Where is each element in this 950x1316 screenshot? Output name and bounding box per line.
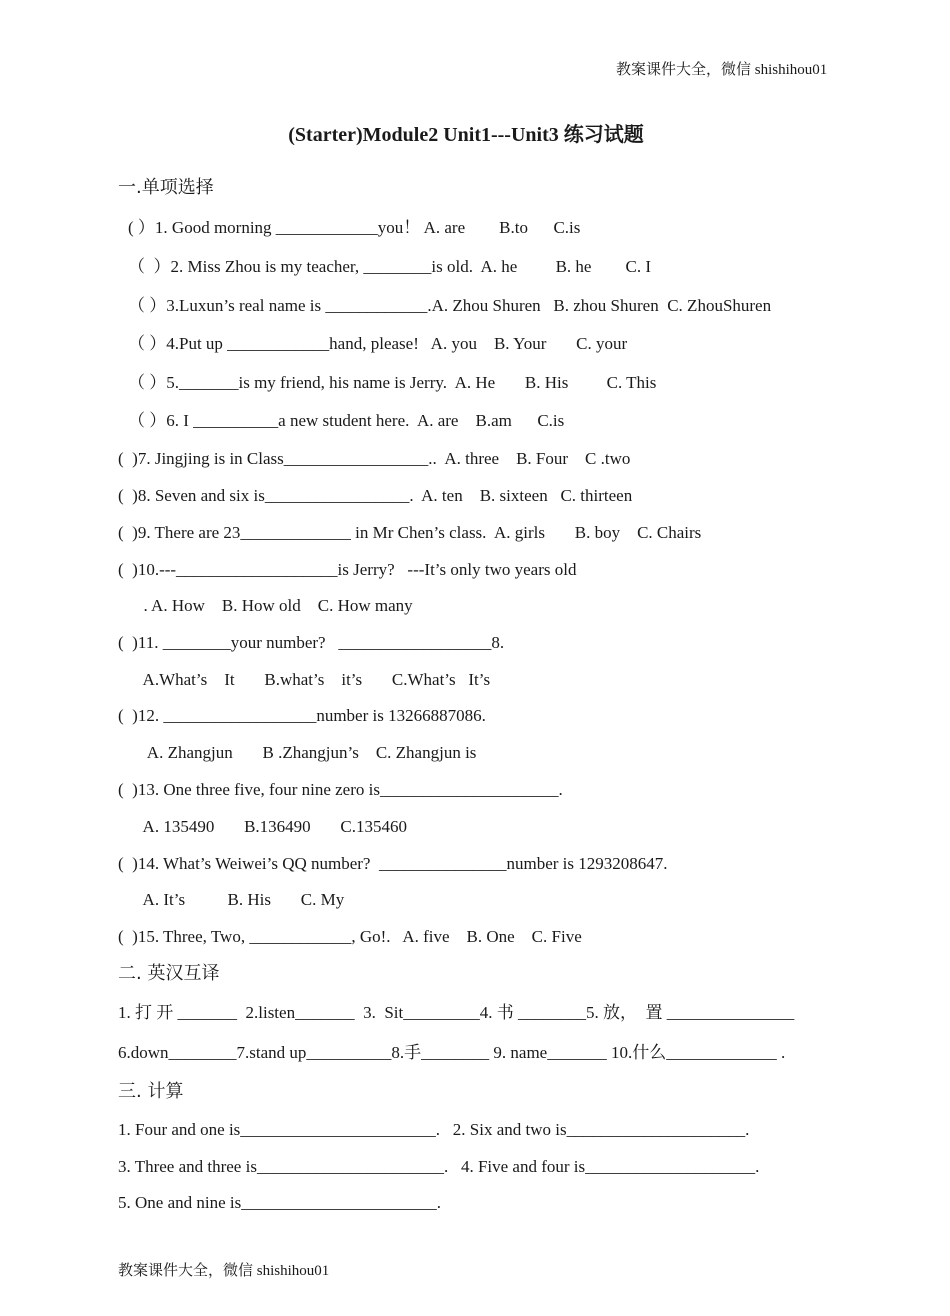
calculation-line-2: 3. Three and three is______________________. 4. Five and four is____________________. [118,1157,760,1176]
question-12: ( )12. __________________number is 13266887086. [118,706,486,725]
page-footer: 教案课件大全，微信 shishihou01 [118,1263,330,1279]
question-12-options: A. Zhangjun B .Zhangjun’s C. Zhangjun is [118,743,477,762]
question-4: （ ）4.Put up ____________hand, please! A. you B. Your C. your [128,334,628,353]
question-13-options: A. 135490 B.136490 C.135460 [118,817,408,836]
translation-line-2: 6.down________7.stand up__________8.手________ 9. name_______ 10.什么_____________ . [118,1043,786,1062]
question-5: （ ）5._______is my friend, his name is Jerry. A. He B. His C. This [128,373,657,392]
question-15: ( )15. Three, Two, ____________, Go!. A. five B. One C. Five [118,927,582,946]
question-10: ( )10.---___________________is Jerry? ---It’s only two years old [118,560,577,579]
question-13: ( )13. One three five, four nine zero is_____________________. [118,780,563,799]
question-11: ( )11. ________your number? __________________8. [118,633,505,652]
question-1: ( ）1. Good morning ____________you！ A. are B.to C.is [128,218,581,237]
page-title: (Starter)Module2 Unit1---Unit3 练习试题 [288,124,644,146]
calculation-line-1: 1. Four and one is_______________________. 2. Six and two is_____________________. [118,1120,750,1139]
question-7: ( )7. Jingjing is in Class_________________.. A. three B. Four C .two [118,449,631,468]
question-8: ( )8. Seven and six is_________________. A. ten B. sixteen C. thirteen [118,486,633,505]
section-heading-single-choice: 一.单项选择 [118,177,214,198]
section-heading-translation: 二. 英汉互译 [118,963,220,984]
question-14-options: A. It’s B. His C. My [118,890,345,909]
question-10-options: . A. How B. How old C. How many [118,596,413,615]
question-11-options: A.What’s It B.what’s it’s C.What’s It’s [118,670,491,689]
question-3: （ ）3.Luxun’s real name is ____________.A. Zhou Shuren B. zhou Shuren C. ZhouShuren [128,296,772,315]
question-9: ( )9. There are 23_____________ in Mr Chen’s class. A. girls B. boy C. Chairs [118,523,702,542]
translation-line-1: 1. 打 开 _______ 2.listen_______ 3. Sit_________4. 书 ________5. 放， 置 _______________ [118,1003,795,1022]
question-14: ( )14. What’s Weiwei’s QQ number? _______________number is 1293208647. [118,854,668,873]
section-heading-calculation: 三. 计算 [118,1081,184,1102]
page-header: 教案课件大全，微信 shishihou01 [616,62,828,78]
question-2: （ ）2. Miss Zhou is my teacher, ________is old. A. he B. he C. I [128,257,651,276]
question-6: （ ）6. I __________a new student here. A. are B.am C.is [128,411,565,430]
calculation-line-3: 5. One and nine is_______________________. [118,1193,441,1212]
